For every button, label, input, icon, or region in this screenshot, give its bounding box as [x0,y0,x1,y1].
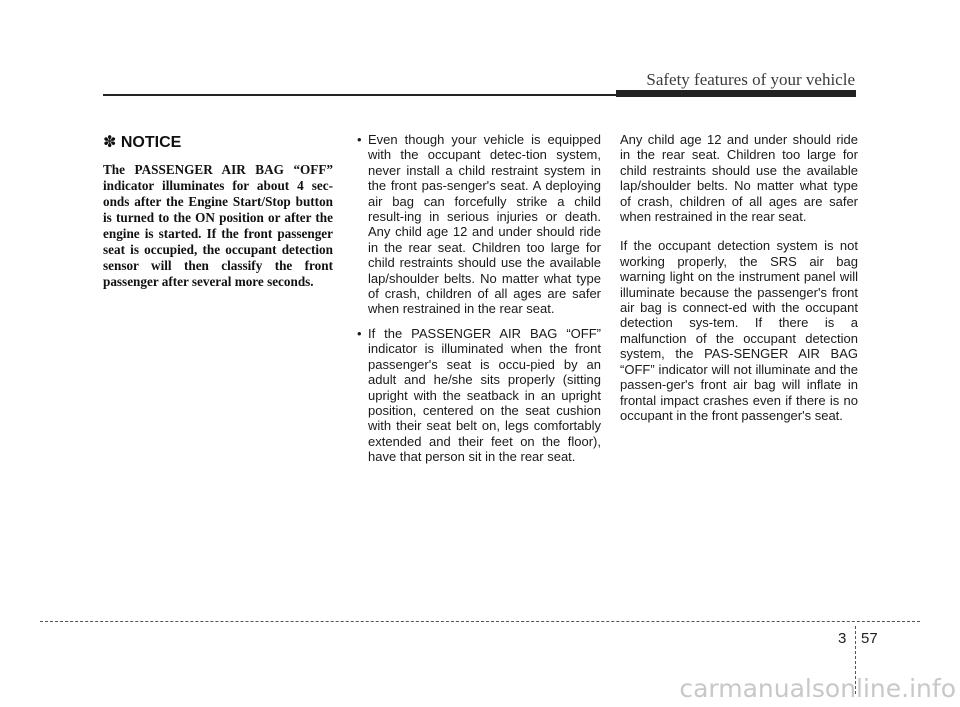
bullet-item: • If the PASSENGER AIR BAG “OFF” indicator is illuminated when the front passenger's seat is occu-pied by an adult and he/she sits properly (sitting upright with the seatback in an upright position, centered on the seat cushion with their seat belt on, legs comfortably extended and their feet on the floor), have that person sit in the rear seat. [357,326,601,465]
paragraph: If the occupant detection system is not working properly, the SRS air bag warning light on the instrument panel will illuminate because the passenger's front air bag is connect-ed with the occupant detection sys-tem. If there is a malfunction of the occupant detection system, the PAS-SENGER AIR BAG “OFF” indicator will not illuminate and the passen-ger's front air bag will inflate in frontal impact crashes even if there is no occupant in the front passenger's seat. [620,238,858,423]
text-column [620,132,858,437]
header-rule-accent [616,90,856,97]
bullet-list [357,132,601,465]
page-header-title: Safety features of your vehicle [646,70,855,89]
page-number: 57 [861,630,878,647]
paragraph: Any child age 12 and under should ride in the rear seat. Children too large for child restraints should use the available lap/shoulder belts. No matter what type of crash, children of all ages are safer when restrained in the rear seat. [620,132,858,225]
notice-body: The PASSENGER AIR BAG “OFF” indicator illuminates for about 4 sec-onds after the Engine Start/Stop button is turned to the ON position or after the engine is started. If the front passenger seat is occupied, the occupant detection sensor will then classify the front passenger after several more seconds. [103,162,333,289]
footer-rule [40,621,920,622]
notice-column [103,132,333,290]
notice-heading: ✽ NOTICE [103,134,182,151]
chapter-number: 3 [838,630,847,647]
bullet-item: • Even though your vehicle is equipped with the occupant detec-tion system, never install a child restraint system in the front pas-senger's seat. A deploying air bag can forcefully strike a child result-ing in serious injuries or death. Any child age 12 and under should ride in the rear seat. Children too large for child restraints should use the available lap/shoulder belts. No matter what type of crash, children of all ages are safer when restrained in the rear seat. [357,132,601,317]
watermark: carmanualsonline.info [679,674,956,703]
bullet-column [357,132,601,474]
